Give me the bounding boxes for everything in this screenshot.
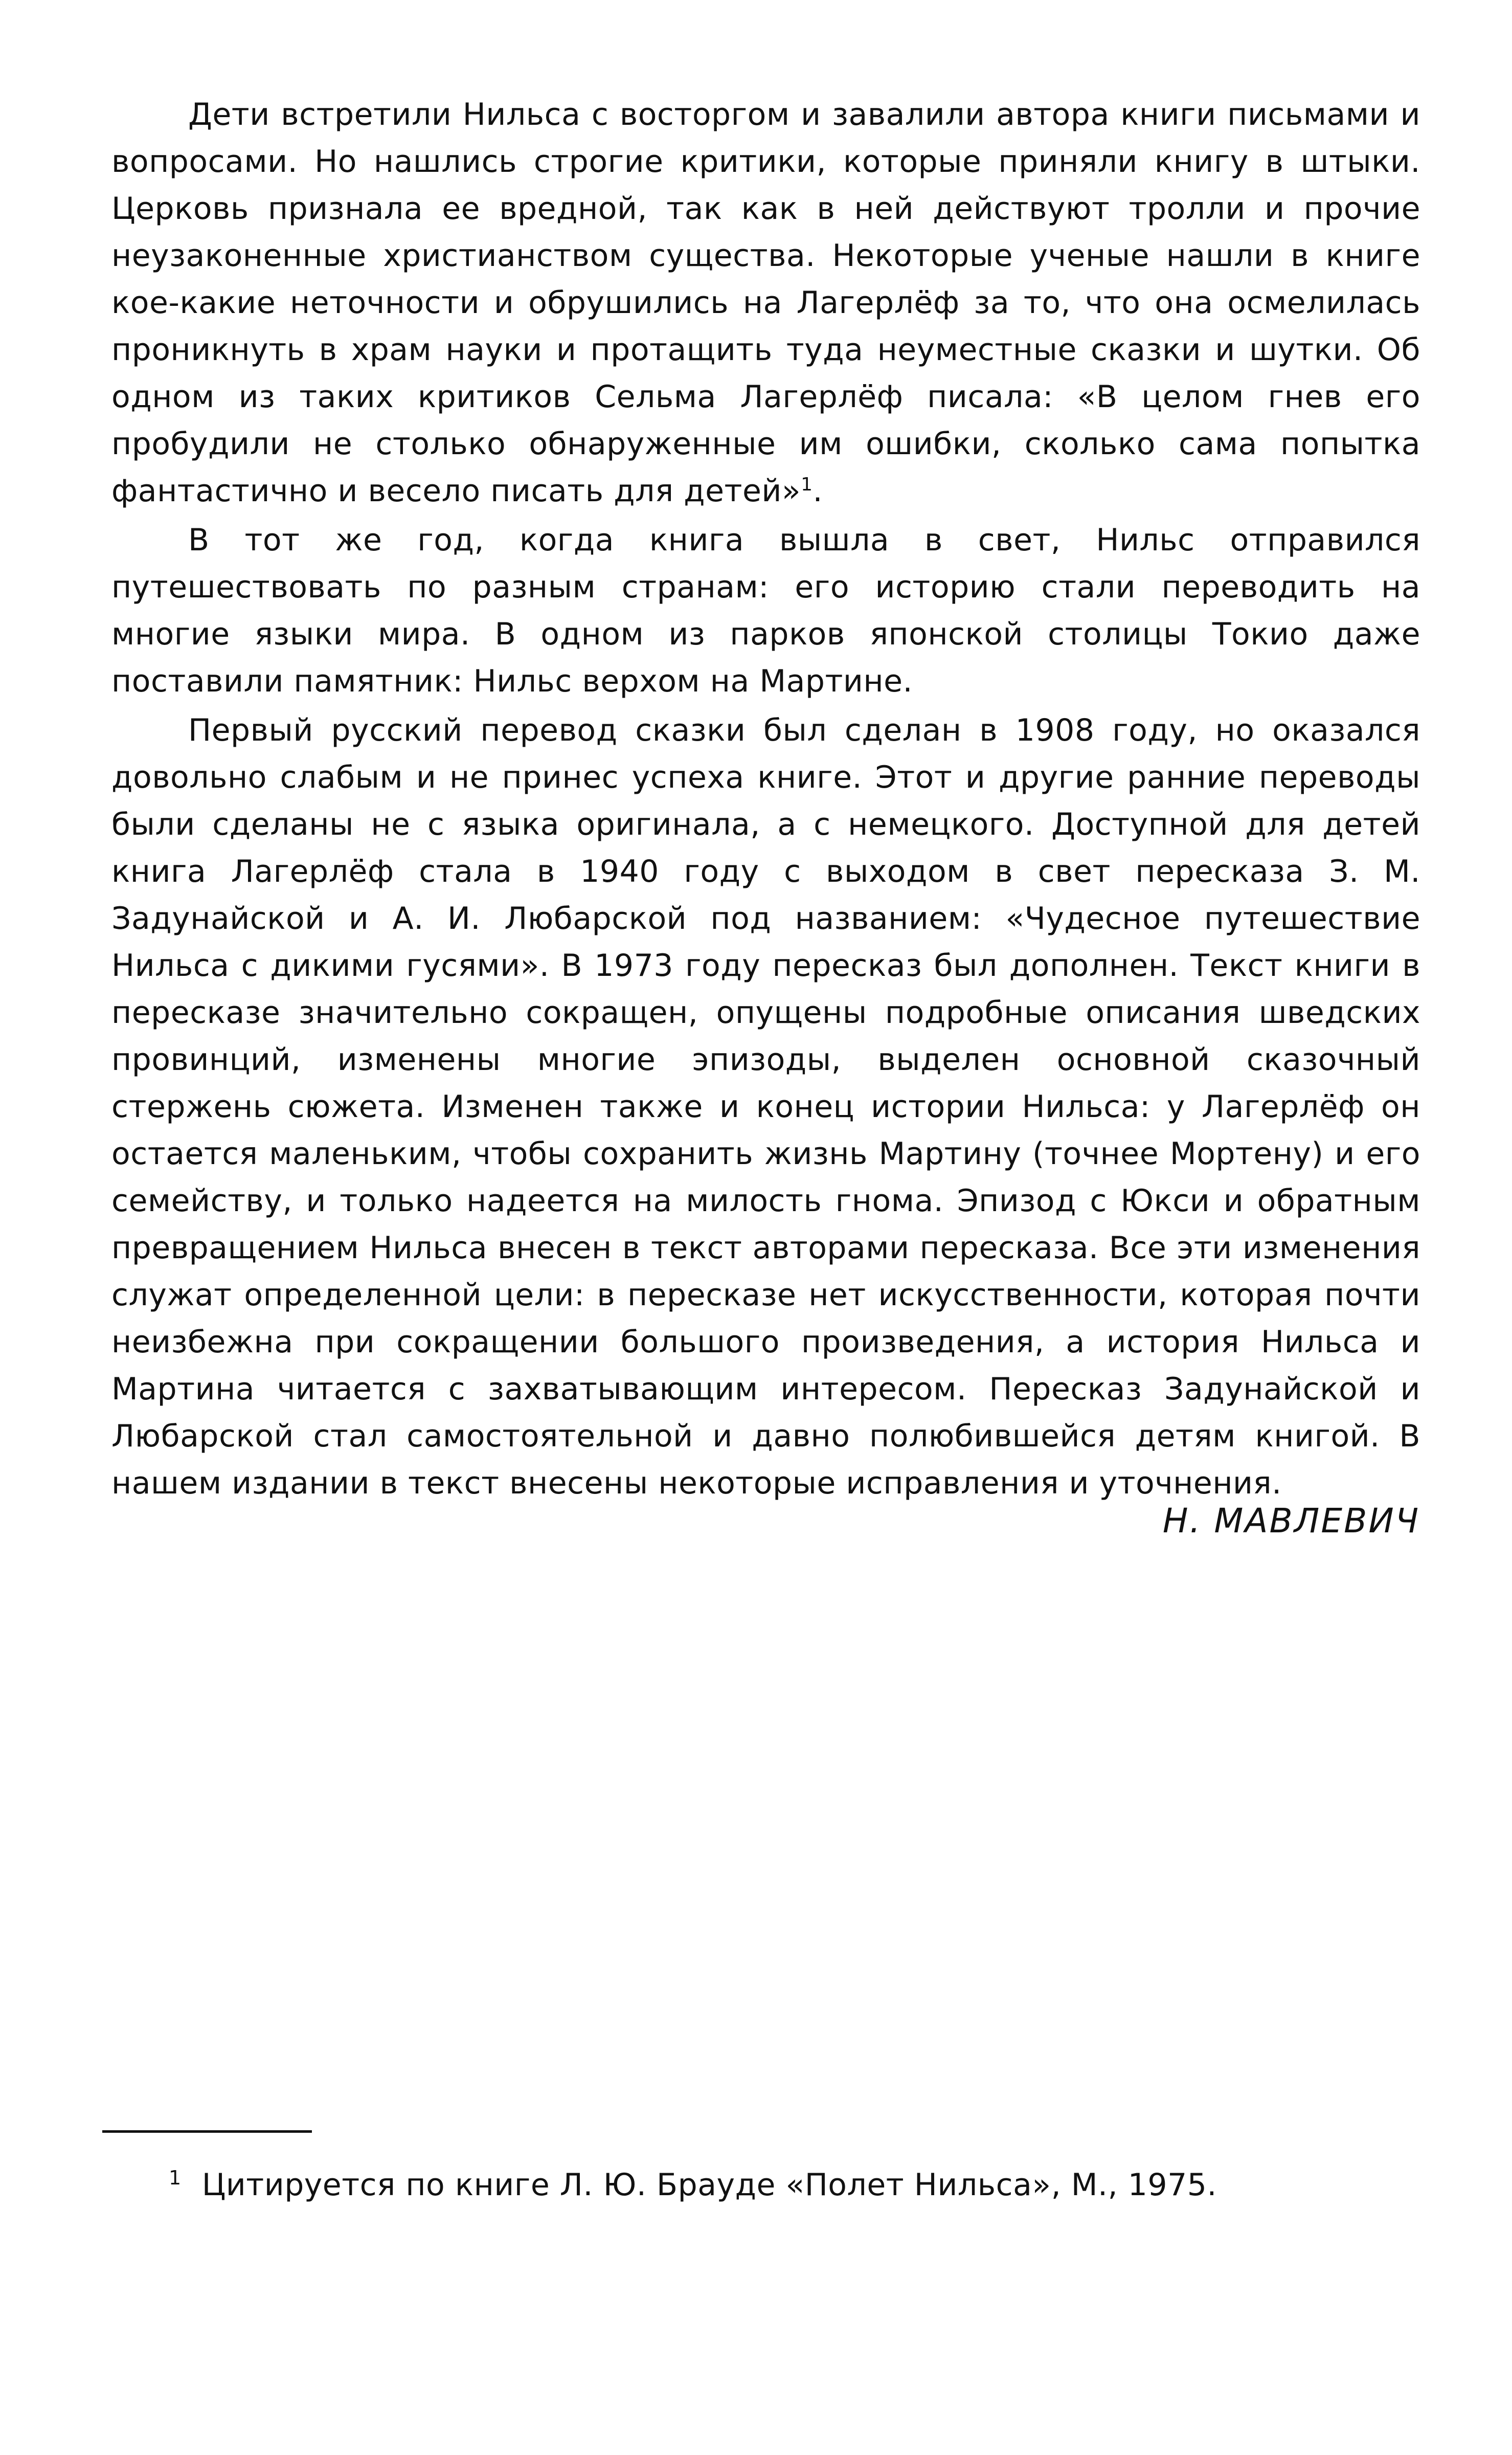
footnote: [169, 2164, 1217, 2205]
author-signature: Н. МАВЛЕВИЧ: [1162, 1501, 1420, 1541]
paragraph-3-text: Первый русский перевод сказки был сделан в 1908 году, но оказался довольно слабым и не принес успеха книге. Этот и другие ранние переводы были сделаны не с языка оригинала, а с немецкого. Доступной для детей книга Лагерлёф стала в 1940 году с выходом в свет пересказа З. М. Задунайской и А. И. Любарской под названием: «Чудесное путешествие Нильса с дикими гусями». В 1973 году пересказ был дополнен. Текст книги в пересказе значительно сокращен, опущены подробные описания шведских провинций, изменены многие эпизоды, выделен основной сказочный стержень сюжета. Изменен также и конец истории Нильса: у Лагерлёф он остается маленьким, чтобы сохранить жизнь Мартину (точнее Мортену) и его семейству, и только надеется на милость гнома. Эпизод с Юкси и обратным превращением Нильса внесен в текст авторами пересказа. Все эти изменения служат определенной цели: в пересказе нет искусственности, которая почти неизбежна при сокращении большого произведения, а история Нильса и Мартина читается с захватывающим интересом. Пересказ Задунайской и Любарской стал самостоятельной и давно полюбившейся детям книгой. В нашем издании в текст внесены некоторые исправления и уточнения.: [111, 712, 1420, 1501]
footnote-text: Цитируется по книге Л. Ю. Брауде «Полет Нильса», М., 1975.: [201, 2167, 1217, 2203]
paragraph-2: [111, 517, 1420, 705]
paragraph-2-text: В тот же год, когда книга вышла в свет, Нильс отправился путешествовать по разным странам: его историю стали переводить на многие языки мира. В одном из парков японской столицы Токио даже поставили памятник: Нильс верхом на Мартине.: [111, 522, 1420, 699]
footnote-marker: 1: [169, 2167, 182, 2189]
paragraph-1-tail: .: [813, 473, 823, 509]
paragraph-1-text: Дети встретили Нильса с восторгом и завалили автора книги письмами и вопросами. Но нашлись строгие критики, которые приняли книгу в штыки. Церковь признала ее вредной, так как в ней действуют тролли и прочие неузаконенные христианством существа. Некоторые ученые нашли в книге кое-какие неточности и обрушились на Лагерлёф за то, что она осмелилась проникнуть в храм науки и протащить туда неуместные сказки и шутки. Об одном из таких критиков Сельма Лагерлёф писала: «В целом гнев его пробудили не столько обнаруженные им ошибки, сколько сама попытка фантастично и весело писать для детей»: [111, 97, 1420, 509]
footnote-ref-marker: 1: [801, 474, 813, 495]
footnote-divider: [102, 2130, 312, 2133]
afterword-text: [111, 91, 1420, 1507]
paragraph-1: [111, 91, 1420, 515]
paragraph-3: [111, 707, 1420, 1507]
